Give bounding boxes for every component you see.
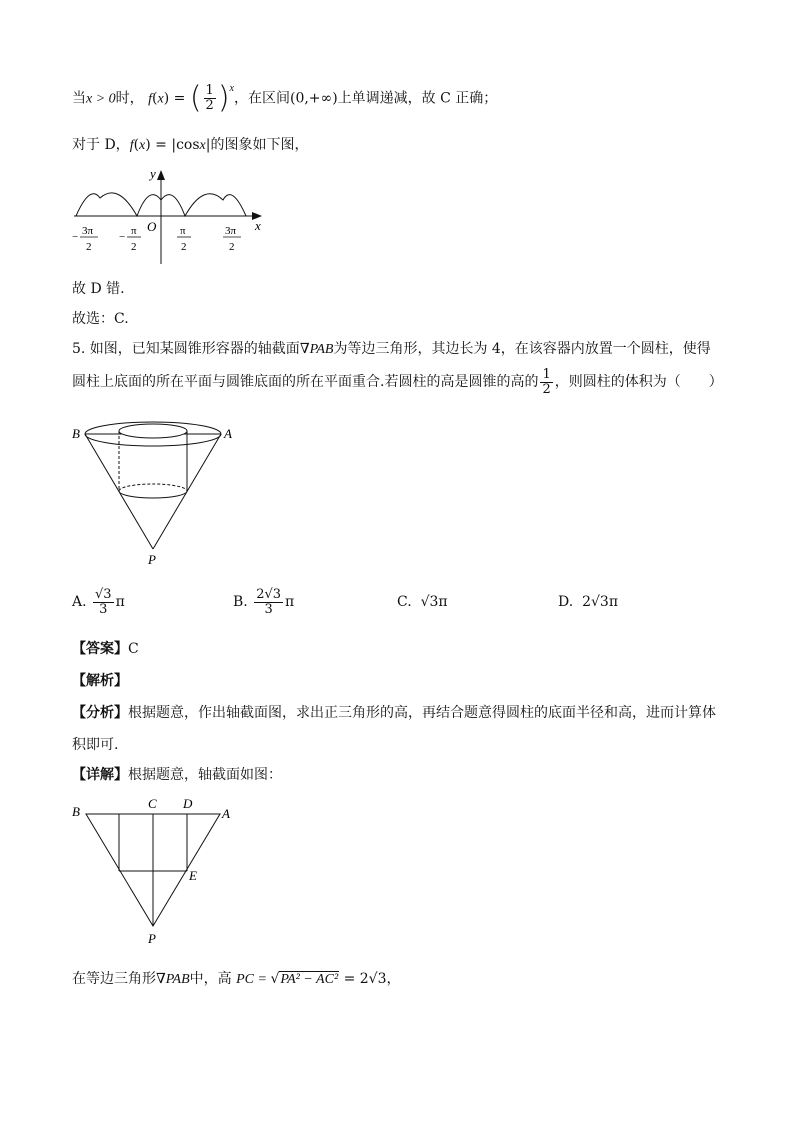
choice-line: 故选：C.	[72, 311, 129, 327]
section-label-b: B	[72, 804, 80, 819]
y-axis-arrow	[157, 170, 165, 180]
svg-text:2: 2	[86, 241, 92, 253]
x-axis-label: x	[255, 218, 261, 233]
section-label-e: E	[189, 868, 197, 883]
tick-3pi-2	[223, 225, 241, 253]
svg-text:2: 2	[229, 241, 235, 253]
xiangjie-line: 【详解】根据题意，轴截面如图：	[72, 767, 282, 783]
option-c[interactable]: C. √3π	[397, 594, 448, 610]
svg-text:3π: 3π	[82, 225, 94, 237]
axial-section-figure	[68, 794, 248, 946]
fenxi-line2: 积即可.	[72, 737, 119, 753]
cone-label-p: P	[148, 552, 156, 567]
fraction-half: $\frac{1}{2}$	[542, 366, 551, 397]
svg-text:2: 2	[181, 241, 187, 253]
section-label-p: P	[148, 931, 156, 946]
y-axis-label: y	[150, 166, 156, 181]
cone-label-a: A	[224, 426, 232, 441]
option-b[interactable]: B. $\frac{2√3}{3}$ π	[233, 586, 295, 617]
height-formula-line: 在等边三角形∇PAB中，高 PC = √PA² − AC² = 2√3，	[72, 971, 401, 987]
svg-text:2: 2	[131, 241, 137, 253]
origin-label: O	[147, 219, 157, 234]
svg-text:π: π	[131, 225, 137, 237]
conclusion-d: 故 D 错.	[72, 281, 125, 297]
svg-text:π: π	[180, 225, 186, 237]
option-d[interactable]: D. 2√3π	[558, 594, 619, 610]
analysis-tag: 【解析】	[72, 673, 128, 689]
cylinder-top	[119, 424, 187, 438]
answer-tag: 【答案】	[72, 641, 128, 657]
tick-neg-pi-2	[119, 225, 141, 253]
svg-text:−: −	[72, 231, 79, 243]
tick-neg-3pi-2	[72, 225, 98, 253]
tick-pi-2	[177, 225, 191, 253]
cone-label-b: B	[72, 426, 80, 441]
cylinder-bottom-back	[119, 484, 187, 491]
section-label-c: C	[148, 796, 157, 811]
svg-text:3π: 3π	[225, 225, 237, 237]
cylinder-bottom-front	[119, 491, 187, 498]
section-label-a: A	[222, 806, 230, 821]
section-label-d: D	[183, 796, 193, 811]
svg-text:−: −	[119, 231, 126, 243]
question-5-line1: 5. 如图，已知某圆锥形容器的轴截面∇PAB为等边三角形，其边长为 4，在该容器内放置一个圆柱，使得	[72, 341, 711, 357]
line-monotonic: 当x > 0时， f(x) = ( $\frac{1}{2}$ )$^x$，在区间(0,+∞)上单调递减，故 C 正确；	[72, 80, 498, 116]
option-a[interactable]: A. $\frac{√3}{3}$ π	[72, 586, 125, 617]
answer-line	[72, 638, 139, 658]
abs-cos-graph	[70, 164, 270, 268]
answer-value: C	[128, 641, 139, 657]
fenxi-line1: 【分析】根据题意，作出轴截面图，求出正三角形的高，再结合题意得圆柱的底面半径和高，进而计算体	[72, 705, 716, 721]
cone-figure	[68, 414, 248, 570]
line-option-d: 对于 D，f(x) = |cosx|的图象如下图，	[72, 137, 309, 153]
question-5-line2: 圆柱上底面的所在平面与圆锥底面的所在平面重合.若圆柱的高是圆锥的高的 $\frac{1}{2}$ ，则圆柱的体积为（ ）	[72, 366, 723, 397]
fraction-half: $\frac{1}{2}$	[205, 83, 214, 114]
